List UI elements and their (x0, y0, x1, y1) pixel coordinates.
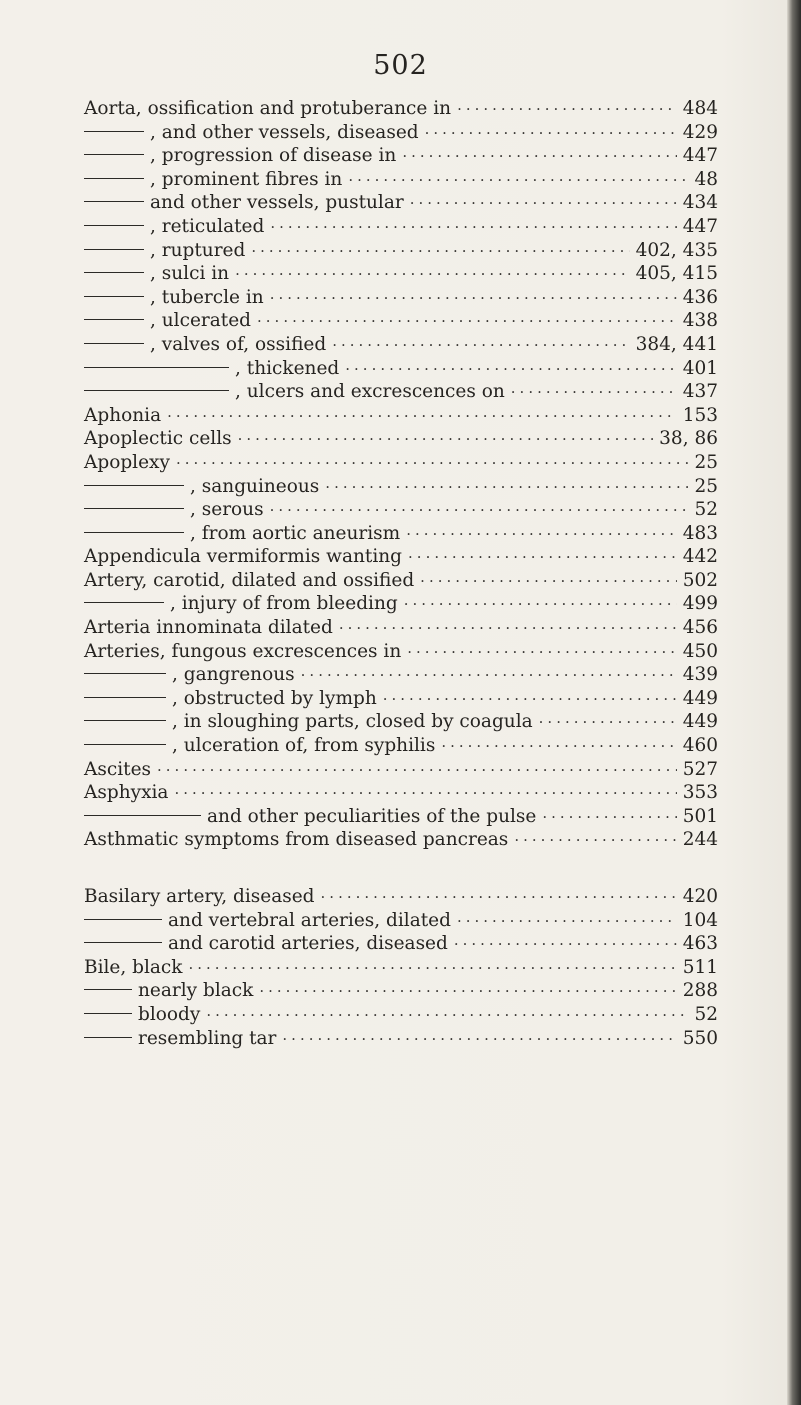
dot-leader (420, 572, 677, 590)
ditto-dash (84, 249, 144, 250)
dot-leader (176, 454, 689, 472)
entry-term: Artery, carotid, dilated and ossified (84, 569, 415, 591)
ditto-dash (84, 989, 132, 990)
entry-term: and vertebral arteries, dilated (168, 909, 451, 931)
entry-pages: 25 (694, 475, 718, 497)
entry-pages: 502 (682, 569, 718, 591)
ditto-dash (84, 1013, 132, 1014)
index-entry (84, 216, 718, 240)
entry-term: Appendicula vermiformis wanting (84, 546, 403, 568)
dot-leader (251, 242, 629, 260)
ditto-dash (84, 272, 144, 273)
index-entry (84, 759, 718, 783)
entry-term: , ruptured (150, 239, 246, 261)
entry-pages: 501 (682, 805, 718, 827)
index-entry (84, 664, 718, 688)
index-entry (84, 428, 718, 452)
index-entry (84, 593, 718, 617)
entry-term: , from aortic aneurism (190, 522, 401, 544)
entry-term: , and other vessels, diseased (150, 121, 419, 143)
dot-leader (402, 147, 676, 165)
page-edge-shadow (787, 0, 801, 1405)
entry-pages: 484 (682, 98, 718, 119)
entry-pages: 436 (682, 286, 718, 308)
entry-term: and carotid arteries, diseased (168, 933, 448, 955)
entry-pages: 449 (682, 687, 718, 709)
dot-leader (157, 761, 677, 779)
entry-term: Apoplexy (84, 451, 170, 473)
index-entry (84, 641, 718, 665)
entry-pages: 384, 441 (635, 333, 718, 355)
dot-leader (457, 912, 677, 930)
index-entry (84, 829, 718, 853)
entry-pages: 405, 415 (635, 263, 718, 285)
entry-term: Ascites (84, 758, 152, 780)
dot-leader (348, 171, 688, 189)
index-entry (84, 122, 718, 146)
entry-term: , sanguineous (190, 475, 320, 497)
entry-term: , ulceration of, from syphilis (172, 735, 436, 757)
dot-leader (282, 1030, 676, 1048)
index-entry (84, 735, 718, 759)
dot-leader (383, 690, 677, 708)
index-entry (84, 546, 718, 570)
dot-leader (457, 100, 677, 118)
entry-pages: 353 (682, 782, 718, 804)
dot-leader (321, 888, 677, 906)
entry-pages: 527 (682, 758, 718, 780)
entry-term: Arteria innominata dilated (84, 617, 333, 639)
index-entry (84, 452, 718, 476)
ditto-dash (84, 508, 184, 509)
entry-term: and other vessels, pustular (150, 192, 404, 214)
index-entry (84, 499, 718, 523)
entry-term: , thickened (235, 357, 340, 379)
entry-term: , gangrenous (172, 664, 295, 686)
entry-pages: 447 (682, 145, 718, 167)
entry-pages: 511 (682, 956, 718, 978)
dot-leader (235, 265, 630, 283)
entry-pages: 153 (682, 404, 718, 426)
entry-pages: 52 (694, 1003, 718, 1025)
index-entry (84, 711, 718, 735)
index-entry (84, 782, 718, 806)
dot-leader (238, 430, 654, 448)
dot-leader (174, 784, 676, 802)
ditto-dash (84, 602, 164, 603)
entry-pages: 401 (682, 357, 718, 379)
entry-term: Aorta, ossification and protuberance in (84, 98, 452, 119)
ditto-dash (84, 1037, 132, 1038)
page-number: 502 (373, 50, 428, 81)
index-entry (84, 240, 718, 264)
index-entry (84, 688, 718, 712)
index-entries (84, 98, 718, 1051)
dot-leader (206, 1006, 688, 1024)
index-entry (84, 334, 718, 358)
entry-term: , ulcerated (150, 310, 252, 332)
dot-leader (542, 808, 676, 826)
ditto-dash (84, 942, 162, 943)
entry-term: , tubercle in (150, 286, 264, 308)
dot-leader (404, 595, 677, 613)
index-entry (84, 405, 718, 429)
entry-pages: 460 (682, 735, 718, 757)
dot-leader (408, 548, 677, 566)
entry-pages: 402, 435 (635, 239, 718, 261)
dot-leader (259, 982, 676, 1000)
entry-term: , sulci in (150, 263, 230, 285)
index-entry (84, 957, 718, 981)
index-entry (84, 169, 718, 193)
index-entry (84, 263, 718, 287)
entry-term: Basilary artery, diseased (84, 886, 315, 907)
entry-pages: 463 (682, 933, 718, 955)
dot-leader (454, 935, 677, 953)
ditto-dash (84, 225, 144, 226)
entry-pages: 52 (694, 499, 718, 521)
ditto-dash (84, 390, 229, 391)
dot-leader (257, 312, 677, 330)
dot-leader (407, 643, 676, 661)
entry-pages: 420 (682, 886, 718, 907)
entry-term: , serous (190, 499, 264, 521)
entry-term: Asthmatic symptoms from diseased pancreas (84, 829, 509, 851)
entry-term: Arteries, fungous excrescences in (84, 640, 402, 662)
ditto-dash (84, 367, 229, 368)
index-entry (84, 980, 718, 1004)
entry-term: Bile, black (84, 956, 183, 978)
entry-term: Apoplectic cells (84, 428, 232, 450)
entry-term: , ulcers and excrescences on (235, 381, 505, 403)
entry-term: , obstructed by lymph (172, 687, 377, 709)
ditto-dash (84, 319, 144, 320)
ditto-dash (84, 343, 144, 344)
index-entry (84, 933, 718, 957)
dot-leader (425, 124, 677, 142)
entry-term: , progression of disease in (150, 145, 397, 167)
entry-term: , in sloughing parts, closed by coagula (172, 711, 533, 733)
dot-leader (270, 289, 677, 307)
index-entry (84, 806, 718, 830)
entry-pages: 550 (682, 1027, 718, 1049)
index-entry (84, 1004, 718, 1028)
index-entry (84, 570, 718, 594)
entry-term: and other peculiarities of the pulse (207, 805, 537, 827)
entry-term: , reticulated (150, 215, 265, 237)
index-entry (84, 310, 718, 334)
dot-leader (511, 383, 677, 401)
entry-pages: 449 (682, 711, 718, 733)
index-entry (84, 523, 718, 547)
dot-leader (189, 959, 677, 977)
dot-leader (410, 194, 677, 212)
entry-pages: 434 (682, 192, 718, 214)
dot-leader (270, 218, 676, 236)
entry-term: nearly black (138, 980, 254, 1002)
ditto-dash (84, 744, 166, 745)
index-entry (84, 381, 718, 405)
ditto-dash (84, 131, 144, 132)
index-entry (84, 886, 718, 910)
entry-pages: 439 (682, 664, 718, 686)
dot-leader (345, 360, 676, 378)
index-entry (84, 617, 718, 641)
entry-pages: 288 (682, 980, 718, 1002)
dot-leader (167, 407, 677, 425)
ditto-dash (84, 154, 144, 155)
ditto-dash (84, 178, 144, 179)
index-entry (84, 287, 718, 311)
entry-term: Asphyxia (84, 782, 169, 804)
ditto-dash (84, 532, 184, 533)
dot-leader (514, 831, 676, 849)
index-entry (84, 145, 718, 169)
dot-leader (270, 501, 689, 519)
entry-pages: 483 (682, 522, 718, 544)
index-entry (84, 1028, 718, 1052)
index-entry (84, 98, 718, 122)
entry-pages: 104 (682, 909, 718, 931)
entry-term: Aphonia (84, 404, 162, 426)
entry-pages: 447 (682, 215, 718, 237)
entry-term: resembling tar (138, 1027, 277, 1049)
dot-leader (301, 666, 677, 684)
ditto-dash (84, 485, 184, 486)
entry-term: , valves of, ossified (150, 333, 327, 355)
entry-pages: 244 (682, 829, 718, 851)
dot-leader (539, 713, 677, 731)
index-entry (84, 358, 718, 382)
entry-pages: 437 (682, 381, 718, 403)
entry-pages: 450 (682, 640, 718, 662)
ditto-dash (84, 720, 166, 721)
entry-pages: 438 (682, 310, 718, 332)
entry-pages: 25 (694, 451, 718, 473)
entry-pages: 38, 86 (659, 428, 718, 450)
dot-leader (339, 619, 677, 637)
entry-pages: 429 (682, 121, 718, 143)
ditto-dash (84, 673, 166, 674)
dot-leader (441, 737, 676, 755)
ditto-dash (84, 919, 162, 920)
entry-term: , injury of from bleeding (170, 593, 398, 615)
ditto-dash (84, 201, 144, 202)
dot-leader (332, 336, 629, 354)
index-entry (84, 476, 718, 500)
entry-pages: 442 (682, 546, 718, 568)
entry-term: bloody (138, 1003, 201, 1025)
entry-term: , prominent fibres in (150, 168, 343, 190)
entry-pages: 456 (682, 617, 718, 639)
dot-leader (325, 478, 688, 496)
ditto-dash (84, 296, 144, 297)
entry-pages: 499 (682, 593, 718, 615)
ditto-dash (84, 815, 201, 816)
index-entry (84, 192, 718, 216)
entry-pages: 48 (694, 168, 718, 190)
ditto-dash (84, 697, 166, 698)
index-entry (84, 910, 718, 934)
dot-leader (406, 525, 676, 543)
